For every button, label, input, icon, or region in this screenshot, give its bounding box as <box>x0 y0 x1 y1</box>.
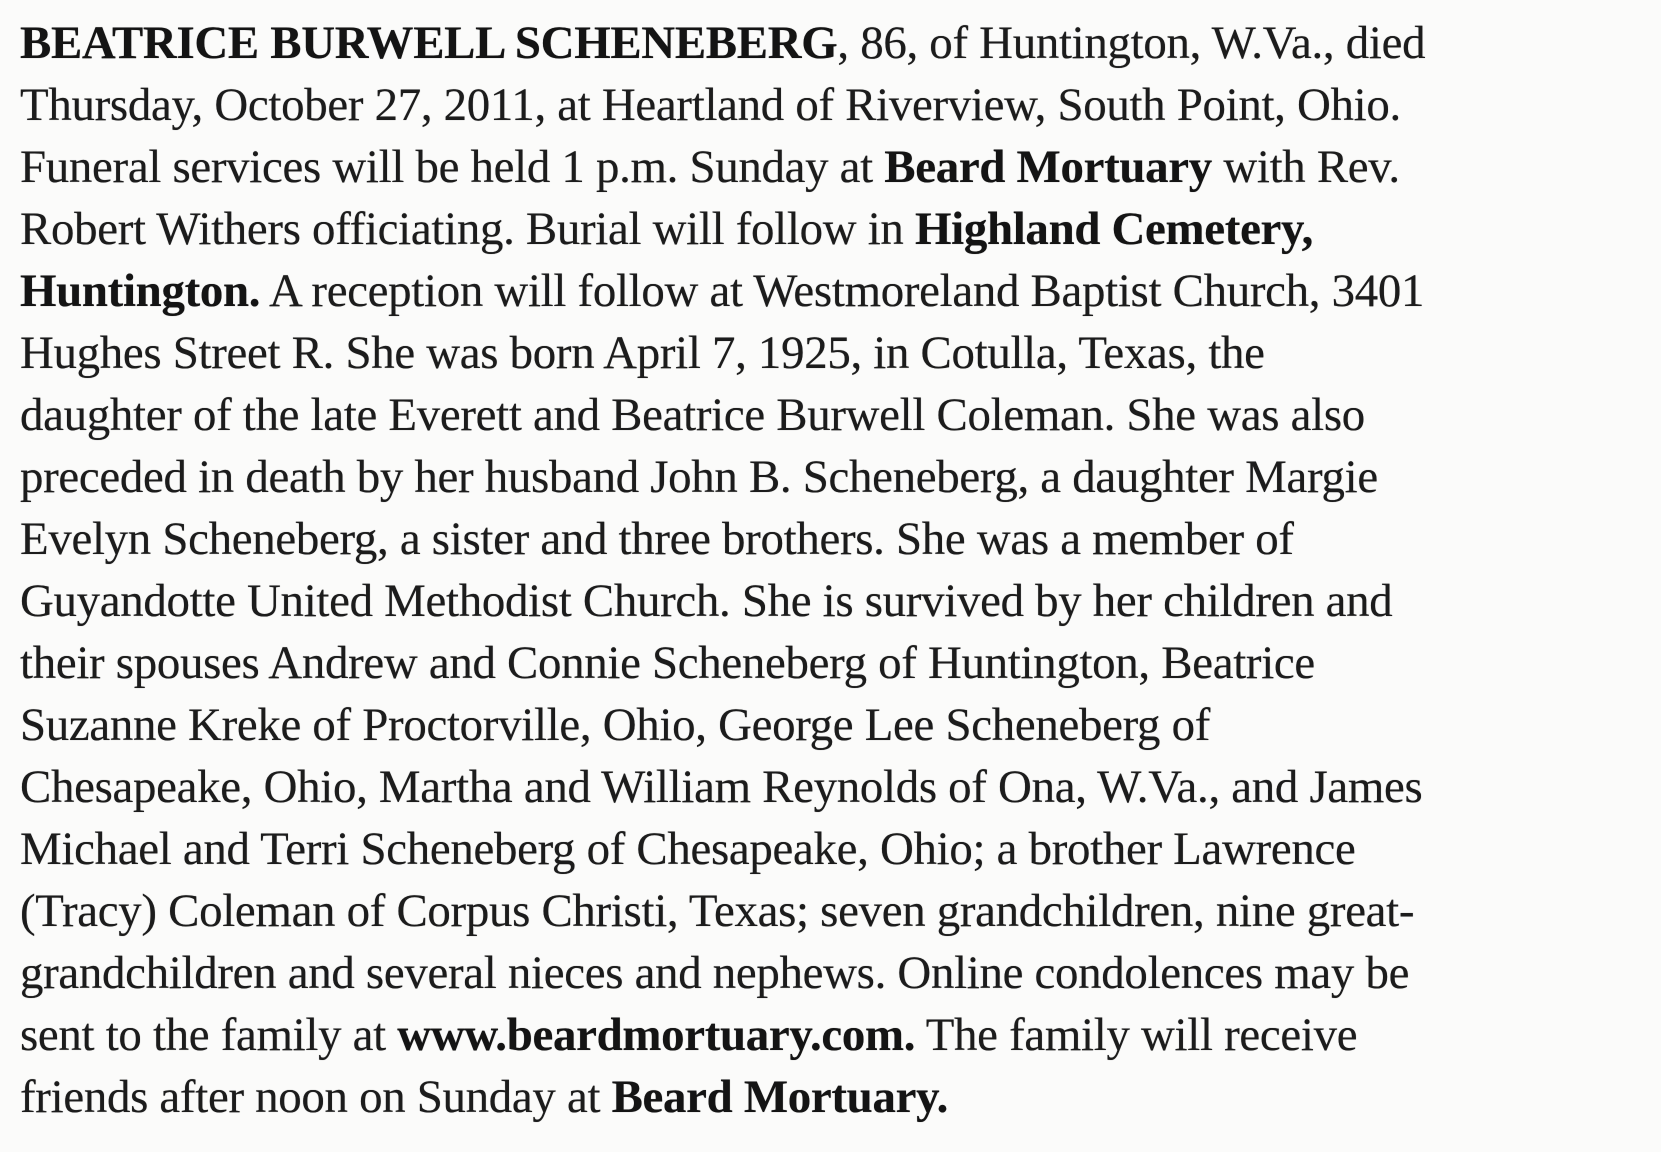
text-segment: with Rev. <box>1211 141 1400 193</box>
obituary-line <box>20 942 1645 1004</box>
text-segment: daughter of the late Everett and Beatrice Burwell Coleman. She was also <box>20 389 1365 441</box>
obituary-line <box>20 570 1645 632</box>
obituary-line <box>20 508 1645 570</box>
obituary-text <box>20 12 1650 1128</box>
text-segment: friends after noon on Sunday at <box>20 1071 612 1123</box>
text-segment: sent to the family at <box>20 1009 398 1061</box>
obituary-line <box>20 12 1645 74</box>
obituary-line <box>20 198 1645 260</box>
bold-text-segment: . <box>936 1071 949 1123</box>
obituary-line <box>20 1004 1645 1066</box>
obituary-line <box>20 694 1645 756</box>
text-segment: their spouses Andrew and Connie Scheneberg of Huntington, Beatrice <box>20 637 1315 689</box>
text-segment: Funeral services will be held 1 p.m. Sunday at <box>20 141 885 193</box>
text-segment: Michael and Terri Scheneberg of Chesapeake, Ohio; a brother Lawrence <box>20 823 1356 875</box>
obituary-line <box>20 632 1645 694</box>
obituary-line <box>20 260 1645 322</box>
text-segment: Guyandotte United Methodist Church. She is survived by her children and <box>20 575 1393 627</box>
text-segment: preceded in death by her husband John B. Scheneberg, a daughter Margie <box>20 451 1378 503</box>
text-segment: Hughes Street R. She was born April 7, 1925, in Cotulla, Texas, the <box>20 327 1265 379</box>
bold-text-segment: Highland Cemetery, <box>914 203 1314 255</box>
text-segment: grandchildren and several nieces and nephews. Online condolences may be <box>20 947 1410 999</box>
obituary-line <box>20 446 1645 508</box>
text-segment: Thursday, October 27, 2011, at Heartland of Riverview, South Point, Ohio. <box>20 79 1401 131</box>
text-segment: Suzanne Kreke of Proctorville, Ohio, George Lee Scheneberg of <box>20 699 1211 751</box>
obituary-line <box>20 818 1645 880</box>
bold-text-segment: Beard Mortuary <box>884 141 1212 193</box>
obituary-line <box>20 1066 1645 1128</box>
obituary-line <box>20 756 1645 818</box>
obituary-line <box>20 880 1645 942</box>
text-segment: , 86, of Huntington, W.Va., died <box>837 17 1426 69</box>
obituary-line <box>20 136 1645 198</box>
obituary-line <box>20 322 1645 384</box>
text-segment: Evelyn Scheneberg, a sister and three brothers. She was a member of <box>20 513 1294 565</box>
text-segment: A reception will follow at Westmoreland Baptist Church, 3401 <box>260 265 1425 317</box>
text-segment: Chesapeake, Ohio, Martha and William Reynolds of Ona, W.Va., and James <box>20 761 1423 813</box>
text-segment: Robert Withers officiating. Burial will follow in <box>20 203 915 255</box>
bold-text-segment: Huntington. <box>20 265 261 317</box>
bold-text-segment: www.beardmortuary.com. <box>397 1009 916 1061</box>
text-segment: The family will receive <box>915 1009 1358 1061</box>
bold-text-segment: Beard Mortuary <box>611 1071 937 1123</box>
obituary-line <box>20 384 1645 446</box>
obituary-line <box>20 74 1645 136</box>
bold-text-segment: BEATRICE BURWELL SCHENEBERG <box>20 17 838 69</box>
text-segment: (Tracy) Coleman of Corpus Christi, Texas; seven grandchildren, nine great- <box>20 885 1415 937</box>
